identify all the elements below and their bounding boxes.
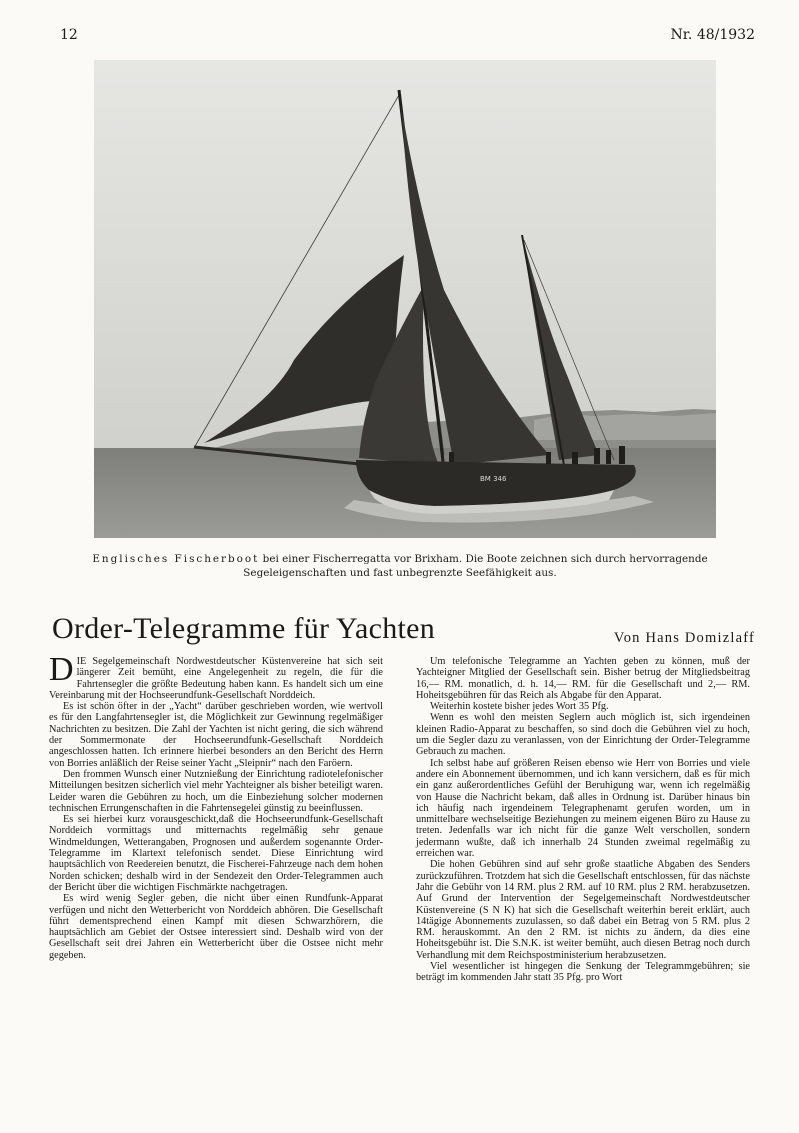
sailboat-photo: [94, 60, 716, 538]
paragraph: Viel wesentlicher ist hingegen die Senkung der Telegrammgebühren; sie beträgt im kommenden Jahr statt 35 Pfg. pro Wort: [416, 961, 750, 984]
paragraph: Es wird wenig Segler geben, die nicht über einen Rundfunk-Apparat verfügen und nicht den Wetterbericht von Norddeich abhören. Die Gesellschaft führt dementsprechend einen Kampf mit diesen Schwarzhörern, die hauptsächlich am Gebiet der Ostsee interessiert sind. Deshalb wird von der Gesellschaft seit drei Jahren ein Wetterbericht über die Ostsee nicht mehr gegeben.: [49, 893, 383, 961]
paragraph: Es ist schön öfter in der „Yacht“ darüber geschrieben worden, wie wertvoll es für den Langfahrtensegler ist, die Möglichkeit zur Gewinnung regelmäßiger Nachrichten zu besitzen. Die Zahl der Yachten ist nicht gering, die sich während der Sommermonate der Hochseerundfunk-Gesellschaft Norddeich angeschlossen hatten. Ich erinnere hierbei besonders an den Bericht des Herrn von Borries anläßlich der Reise seiner Yacht „Sleipnir“ nach den Faröern.: [49, 701, 383, 769]
drop-cap: D: [49, 651, 74, 688]
caption-text: bei einer Fischerregatta vor Brixham. Die Boote zeichnen sich durch hervorragende Segeleigenschaften und fast unbegrenzte Seefähigkeit aus.: [243, 553, 708, 579]
sailboat-illustration: [94, 60, 716, 538]
article-column-2: [416, 656, 750, 984]
page-number: 12: [60, 27, 78, 43]
paragraph: Ich selbst habe auf größeren Reisen ebenso wie Herr von Borries und viele andere ein Abonnement übernommen, und ich kann versichern, daß es für mich ein ganz außerordentliches Gefühl der Beruhigung war, wenn ich regelmäßig von Hause die Nachricht bekam, daß alles in Ordnung ist. Darüber hinaus bin ich häufig nach irgendeinem Telegraphenamt gerufen worden, um in unmittelbare wechselseitige Beziehungen zu meinem eigenen Büro zu Hause zu treten. Jedenfalls war ich nicht für die ganze Welt verschollen, sondern jedermann wußte, daß ich innerhalb 24 Stunden zweimal regelmäßig zu erreichen war.: [416, 757, 750, 860]
article-column-1: [49, 651, 383, 961]
issue-number: Nr. 48/1932: [670, 27, 755, 43]
photo-caption: [62, 553, 738, 580]
paragraph: Um telefonische Telegramme an Yachten geben zu können, muß der Yachteigner Mitglied der Gesellschaft sein. Bisher betrug der Mitgliedsbeitrag 16,— RM. monatlich, d. h. 14,— RM. für die Gesellschaft und 2,— RM. Hoheitsgebühren für das Reich als Abgabe für den Apparat.: [416, 656, 750, 701]
article-title: Order-Telegramme für Yachten: [52, 612, 436, 645]
paragraph: Wenn es wohl den meisten Seglern auch möglich ist, sich irgendeinen kleinen Radio-Apparat zu beschaffen, so sind doch die Gebühren viel zu hoch, um die Segler dazu zu veranlassen, von der Einrichtung der Order-Telegramme Gebrauch zu machen.: [416, 712, 750, 758]
paragraph: Die hohen Gebühren sind auf sehr große staatliche Abgaben des Senders zurückzuführen. Trotzdem hat sich die Gesellschaft entschlossen, für das nächste Jahr die Gebühr von 14 RM. plus 2 RM. auf 10 RM. plus 2 RM. herabzusetzen. Auf Grund der Intervention der Segelgemeinschaft Nordwestdeutscher Küstenvereine (S N K) hat sich die Gesellschaft weiterhin bereit erklärt, auch 14tägige Abonnements zuzulassen, so daß dabei ein Betrag von 5 RM. plus 2 RM. herauskommt. An den 2 RM. ist nichts zu ändern, da dies eine Hoheitsgebühr ist. Die S.N.K. ist weiter bemüht, auch diesen Betrag noch durch Verhandlung mit dem Reichspostministerium herabzusetzen.: [416, 859, 750, 961]
paragraph: Den frommen Wunsch einer Nutznießung der Einrichtung radiotelefonischer Mitteilungen besitzen sicherlich viel mehr Yachteigner als bisher beteiligt waren. Leider waren die Gebühren zu hoch, um die Einbeziehung solcher modernen technischen Errungenschaften in die Fahrtensegelei günstig zu beeinflussen.: [49, 768, 383, 814]
caption-lead: Englisches Fischerboot: [92, 553, 260, 565]
paragraph: Es sei hierbei kurz vorausgeschickt,daß die Hochseerundfunk-Gesellschaft Norddeich vormittags und mitternachts regelmäßig sehr genaue Windmeldungen, Wetterangaben, Prognosen und außerdem sogenannte Order-Telegramme im Klartext telefonisch sendet. Diese Einrichtung wird hauptsächlich von Reedereien benutzt, die Fischerei-Fahrzeuge nach dem hohen Norden schicken; deshalb wird in der Sendezeit den Order-Telegrammen auch der Bericht über die wichtigen Fischmärkte nachgetragen.: [49, 814, 383, 893]
article-author: Von Hans Domizlaff: [613, 630, 755, 646]
paragraph: Weiterhin kostete bisher jedes Wort 35 Pfg.: [430, 701, 609, 713]
paragraph: DIE Segelgemeinschaft Nordwestdeutscher Küstenvereine hat sich seit längerer Zeit bemüht, eine Angelegenheit zu regeln, die für die Fahrtensegler die größte Bedeutung haben kann. Es handelt sich um eine Vereinbarung mit der Hochseerundfunk-Gesellschaft Norddeich.: [49, 651, 383, 701]
hull-marking: BM 346: [480, 475, 507, 483]
